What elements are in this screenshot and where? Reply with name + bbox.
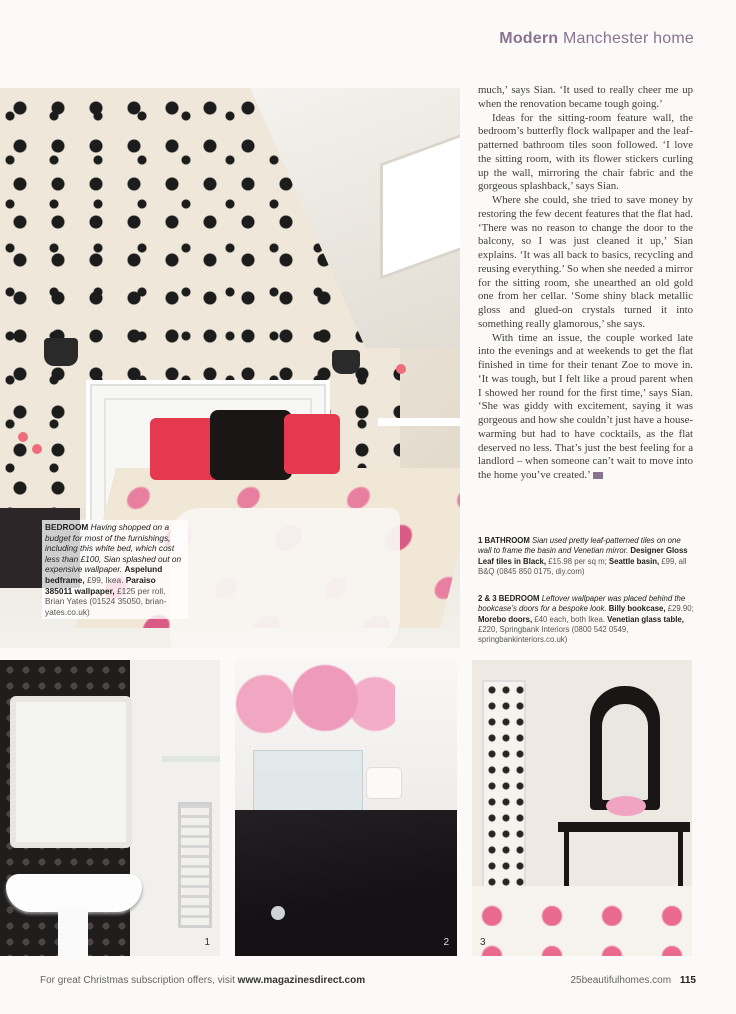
- flowers: [606, 796, 646, 816]
- caption-item-detail: £99, Ikea.: [86, 574, 124, 585]
- venetian-mirror: [10, 696, 132, 848]
- wall-lamp-left: [44, 338, 78, 366]
- caption-label: 2 & 3 BEDROOM: [478, 594, 540, 603]
- caption-item-detail: £29.90;: [667, 604, 694, 614]
- candle-holder: [367, 768, 401, 798]
- caption-item-detail: £40 each, both Ikea.: [534, 614, 605, 624]
- header-bold: Modern: [499, 30, 559, 47]
- paragraph: Ideas for the sitting-room feature wall, the bedroom’s butterfly flock wallpaper and the leaf-patterned bathroom tiles soon followed. ‘I love the sitting room, with its flower stickers curling up the wall, mirroring the chair fabric and the gorgeous splashback,’ says Sian.: [478, 111, 693, 193]
- table-leg: [564, 832, 569, 886]
- caption-item: Designer Gloss Leaf tiles in Black,: [478, 546, 688, 566]
- end-mark-icon: [593, 472, 603, 479]
- caption-label: BEDROOM: [45, 522, 89, 532]
- footer-text: For great Christmas subscription offers, visit: [40, 975, 235, 986]
- black-glass-table: [235, 810, 457, 956]
- paragraph: [478, 332, 693, 483]
- caption-item: Paraiso 385011 wallpaper,: [45, 574, 156, 596]
- black-pillow: [210, 410, 292, 480]
- caption-item-detail: £125 per roll, Brian Yates (01524 35050, brian-yates.co.uk): [45, 585, 167, 617]
- flower: [32, 444, 42, 454]
- caption-item: Aspelund bedframe,: [45, 564, 163, 585]
- white-throw: [170, 508, 400, 648]
- mirror-glass: [602, 704, 648, 800]
- photo-number: 2: [443, 937, 449, 948]
- page-number: 115: [679, 975, 696, 986]
- page-header: [499, 30, 694, 48]
- table-leg: [678, 832, 683, 886]
- footer-link[interactable]: www.magazinesdirect.com: [237, 975, 366, 986]
- photo-number: 3: [480, 937, 486, 948]
- caption-bedroom: [478, 594, 696, 645]
- caption-item: Venetian glass table,: [607, 614, 684, 624]
- caption-text: Sian used pretty leaf-patterned tiles on one wall to frame the basin and Venetian mirror.: [478, 536, 681, 556]
- hydrangeas: [235, 664, 395, 744]
- basin-pedestal: [58, 908, 88, 956]
- glass-shelf: [162, 756, 220, 762]
- flower: [396, 364, 406, 374]
- footer-site[interactable]: 25beautifulhomes.com: [570, 975, 672, 986]
- page-footer: [40, 975, 696, 986]
- caption-text: Having shopped on a budget for most of the furnishings, including this white bed, which cost less than £100, Sian splashed out on expensive wallpaper.: [45, 522, 182, 575]
- wall-shelf: [378, 418, 460, 426]
- header-rest: Manchester home: [562, 30, 694, 47]
- caption-item-detail: £220, Springbank Interiors (0800 542 0549, springbankinteriors.co.uk): [478, 624, 629, 645]
- table-flowers-photo: [235, 660, 457, 956]
- red-pillow: [284, 414, 340, 474]
- bedroom-corner-photo: [472, 660, 692, 956]
- caption-item-detail: £99, all B&Q (0845 850 0175, diy.com): [478, 556, 687, 576]
- flower: [18, 432, 28, 442]
- caption-item: Morebo doors,: [478, 614, 533, 624]
- bathroom-photo: [0, 660, 220, 956]
- main-photo-caption: [42, 520, 188, 619]
- caption-item: Seattle basin,: [608, 556, 660, 566]
- caption-bathroom: [478, 536, 696, 577]
- paragraph-text: With time an issue, the couple worked late into the evenings and at weekends to get the flat finished in time for their tenant Zoe to move in. ‘It was tough, but I felt like a proud parent when I showed her round for the first time,’ says Sian. ‘She was giddy with excitement, saying it was gorgeous and how she couldn’t just have a house-warming but had to have cocktails, as the flat deserved no less. That’s just the best feeling for a landlord – when someone can’t wait to move into the home you’ve created.’: [478, 331, 693, 481]
- paragraph: much,’ says Sian. ‘It used to really cheer me up when the renovation became tough going.’: [478, 84, 693, 110]
- basin: [6, 874, 142, 912]
- paragraph: Where she could, she tried to save money by restoring the few decent features that the flat had. ‘There was no reason to change the door to the balcony, so I was just cleaned it up,’ Sian explains. ‘It was all back to basics, recycling and reusing everything.’ So when she needed a mirror for the sitting room, she unearthed an old gold one from her cellar. ‘Some shiny black metallic gloss and glued-on crystals turned it into something really glamorous,’ she says.: [478, 194, 693, 330]
- towel-rail: [178, 802, 212, 928]
- article-body: [478, 84, 693, 483]
- caption-text: Leftover wallpaper was placed behind the bookcase’s doors for a bespoke look.: [478, 594, 686, 614]
- caption-item-detail: £15.98 per sq m;: [548, 556, 607, 566]
- floral-bed: [472, 886, 692, 956]
- wall-lamp-right: [332, 350, 360, 374]
- console-table: [558, 822, 690, 832]
- caption-label: 1 BATHROOM: [478, 536, 530, 545]
- caption-item: Billy bookcase,: [608, 604, 666, 614]
- drawer-knob: [271, 906, 285, 920]
- footer-subscription: [40, 975, 365, 986]
- photo-number: 1: [204, 937, 210, 948]
- footer-right: [570, 975, 696, 986]
